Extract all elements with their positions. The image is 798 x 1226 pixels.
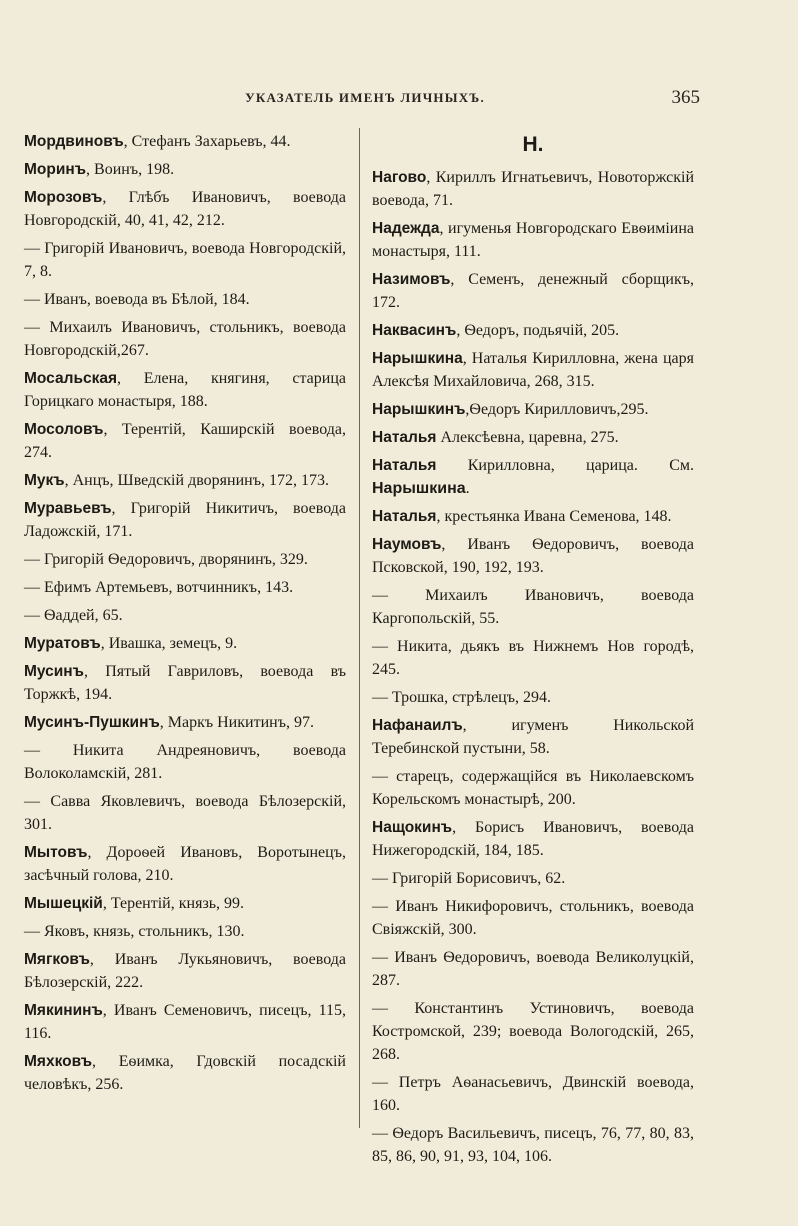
entry-text: — Константинъ Устиновичъ, воевода Костромской, 239; воевода Вологодскій, 265, 268. xyxy=(372,1000,694,1063)
entry-name: Назимовъ xyxy=(372,271,451,288)
entry-text: , Стефанъ Захарьевъ, 44. xyxy=(123,133,291,150)
entry-text: — старецъ, содержащійся въ Николаевскомъ Корельскомъ монастырѣ, 200. xyxy=(372,768,694,808)
entry-name: Нащокинъ xyxy=(372,819,453,836)
entry-name: Мосоловъ xyxy=(24,421,104,438)
index-subentry xyxy=(372,867,694,890)
index-entry xyxy=(372,166,694,212)
index-subentry xyxy=(24,790,346,836)
entry-text: — Савва Яковлевичъ, воевода Бѣлозерскій, 301. xyxy=(24,793,346,833)
index-entry xyxy=(372,217,694,263)
index-subentry xyxy=(372,635,694,681)
index-subentry xyxy=(372,997,694,1066)
entry-text: , Иванъ Ѳедоровичъ, воевода Псковской, 190, 192, 193. xyxy=(372,536,694,576)
column-divider xyxy=(359,128,360,1128)
entry-text: — Ефимъ Артемьевъ, вотчинникъ, 143. xyxy=(24,579,294,596)
entry-text: — Петръ Аѳанасьевичъ, Двинскій воевода, 160. xyxy=(372,1074,694,1114)
entry-name: Мышецкій xyxy=(24,895,103,912)
cross-reference-end: . xyxy=(465,480,470,497)
index-entry xyxy=(24,367,346,413)
entry-text: , Ивашка, земецъ, 9. xyxy=(100,635,238,652)
entry-text: , Иванъ Лукьяновичъ, воевода Бѣлозерскій, 222. xyxy=(24,951,346,991)
entry-text: — Григорій Ѳедоровичъ, дворянинъ, 329. xyxy=(24,551,308,568)
entry-text: , Кириллъ Игнатьевичъ, Новоторжскій воевода, 71. xyxy=(372,169,694,209)
entry-name: Мусинъ-Пушкинъ xyxy=(24,714,160,731)
entry-text: — Григорій Ивановичъ, воевода Новгородскій, 7, 8. xyxy=(24,240,346,280)
index-entry xyxy=(372,398,694,421)
entry-text: , Маркъ Никитинъ, 97. xyxy=(159,714,314,731)
index-subentry xyxy=(372,895,694,941)
index-entry xyxy=(24,632,346,655)
index-entry xyxy=(24,948,346,994)
entry-name: Нагово xyxy=(372,169,427,186)
entry-text: , Борисъ Ивановичъ, воевода Нижегородскій, 184, 185. xyxy=(372,819,694,859)
entry-name: Нарышкина xyxy=(372,350,463,367)
entry-text: , Терентій, князь, 99. xyxy=(102,895,245,912)
index-entry xyxy=(372,268,694,314)
entry-name: Наумовъ xyxy=(372,536,442,553)
entry-text: — Иванъ, воевода въ Бѣлой, 184. xyxy=(24,291,250,308)
index-entry xyxy=(24,892,346,915)
entry-text: — Иванъ Никифоровичъ, стольникъ, воевода Свіяжскій, 300. xyxy=(372,898,694,938)
entry-text: , Терентій, Каширскій воевода, 274. xyxy=(24,421,346,461)
entry-name: Наталья xyxy=(372,429,437,446)
entry-text: , Еѳимка, Гдовскій посадскій человѣкъ, 256. xyxy=(24,1053,346,1093)
entry-name: Мякининъ xyxy=(24,1002,103,1019)
index-entry xyxy=(24,497,346,543)
entry-name: Наквасинъ xyxy=(372,322,457,339)
entry-text: — Никита Андреяновичъ, воевода Волоколамскій, 281. xyxy=(24,742,346,782)
index-subentry xyxy=(24,288,346,311)
entry-name: Надежда xyxy=(372,220,440,237)
index-subentry xyxy=(372,765,694,811)
entry-name: Морозовъ xyxy=(24,189,103,206)
entry-text: , игуменья Новгородскаго Евѳиміина монастыря, 111. xyxy=(372,220,694,260)
index-subentry xyxy=(24,604,346,627)
index-entry xyxy=(372,426,694,449)
entry-name: Мосальская xyxy=(24,370,118,387)
index-entry xyxy=(372,454,694,500)
index-entry xyxy=(372,533,694,579)
right-column xyxy=(372,130,694,1173)
index-entry xyxy=(24,711,346,734)
index-entry xyxy=(24,469,346,492)
entry-text: , Дороѳей Ивановъ, Воротынецъ, засѣчный голова, 210. xyxy=(24,844,346,884)
entry-text: , игуменъ Никольской Теребинской пустыни, 58. xyxy=(372,717,694,757)
entry-text: — Михаилъ Ивановичъ, воевода Каргопольскій, 55. xyxy=(372,587,694,627)
entry-name: Наталья xyxy=(372,457,437,474)
running-header: УКАЗАТЕЛЬ ИМЕНЪ ЛИЧНЫХЪ. xyxy=(245,90,485,105)
cross-reference: Нарышкина xyxy=(372,480,466,497)
index-entry xyxy=(372,319,694,342)
index-subentry xyxy=(24,548,346,571)
entry-text: , Елена, княгиня, старица Горицкаго монастыря, 188. xyxy=(24,370,346,410)
index-subentry xyxy=(372,1071,694,1117)
entry-name: Муратовъ xyxy=(24,635,101,652)
entry-name: Мягковъ xyxy=(24,951,90,968)
index-subentry xyxy=(372,584,694,630)
entry-text: — Ѳедоръ Васильевичъ, писецъ, 76, 77, 80, 83, 85, 86, 90, 91, 93, 104, 106. xyxy=(372,1125,694,1165)
entry-text: — Михаилъ Ивановичъ, стольникъ, воевода Новгородскій,267. xyxy=(24,319,346,359)
entry-name: Нарышкинъ xyxy=(372,401,466,418)
entry-text: — Яковъ, князь, стольникъ, 130. xyxy=(24,923,245,940)
entry-text: , Пятый Гавриловъ, воевода въ Торжкѣ, 194. xyxy=(24,663,346,703)
entry-text: , Семенъ, денежный сборщикъ, 172. xyxy=(372,271,694,311)
index-entry xyxy=(24,130,346,153)
entry-text: , Воинъ, 198. xyxy=(86,161,175,178)
index-subentry xyxy=(24,739,346,785)
index-entry xyxy=(372,505,694,528)
entry-name: Мусинъ xyxy=(24,663,84,680)
index-entry xyxy=(24,418,346,464)
index-entry xyxy=(24,999,346,1045)
entry-text: , Иванъ Семеновичъ, писецъ, 115, 116. xyxy=(24,1002,346,1042)
entry-name: Муравьевъ xyxy=(24,500,112,517)
entry-text: , Наталья Кирилловна, жена царя Алексѣя Михайловича, 268, 315. xyxy=(372,350,694,390)
index-subentry xyxy=(24,920,346,943)
entry-name: Наталья xyxy=(372,508,437,525)
entry-name: Нафанаилъ xyxy=(372,717,463,734)
entry-text: , Григорій Никитичъ, воевода Ладожскій, 171. xyxy=(24,500,346,540)
entry-text: — Трошка, стрѣлецъ, 294. xyxy=(372,689,552,706)
entry-name: Моринъ xyxy=(24,161,87,178)
index-entry xyxy=(24,1050,346,1096)
entry-name: Мукъ xyxy=(24,472,65,489)
entry-text: — Иванъ Ѳедоровичъ, воевода Великолуцкій, 287. xyxy=(372,949,694,989)
index-subentry xyxy=(372,946,694,992)
entry-text: ,Ѳедоръ Кирилловичъ,295. xyxy=(465,401,649,418)
entry-text: — Григорій Борисовичъ, 62. xyxy=(372,870,566,887)
index-entry xyxy=(24,841,346,887)
entry-text: Кирилловна, царица. См. xyxy=(436,457,694,474)
section-letter: Н. xyxy=(522,133,544,156)
index-subentry xyxy=(24,237,346,283)
entry-text: , Анцъ, Шведскій дворянинъ, 172, 173. xyxy=(64,472,329,489)
index-entry xyxy=(372,347,694,393)
index-entry xyxy=(372,714,694,760)
entry-name: Мордвиновъ xyxy=(24,133,124,150)
entry-name: Мяхковъ xyxy=(24,1053,93,1070)
index-subentry xyxy=(24,316,346,362)
entry-name: Мытовъ xyxy=(24,844,88,861)
index-subentry xyxy=(24,576,346,599)
index-subentry xyxy=(372,686,694,709)
index-entry xyxy=(372,816,694,862)
entry-text: Алексѣевна, царевна, 275. xyxy=(436,429,619,446)
page-number: 365 xyxy=(671,87,700,108)
left-column xyxy=(24,130,346,1101)
entry-text: , Глѣбъ Ивановичъ, воевода Новгородскій, 40, 41, 42, 212. xyxy=(24,189,346,229)
index-entry xyxy=(24,660,346,706)
index-entry xyxy=(24,186,346,232)
entry-text: — Никита, дьякъ въ Нижнемъ Нов городѣ, 245. xyxy=(372,638,694,678)
entry-text: , Ѳедоръ, подьячій, 205. xyxy=(456,322,620,339)
index-entry xyxy=(24,158,346,181)
entry-text: , крестьянка Ивана Семенова, 148. xyxy=(436,508,672,525)
entry-text: — Ѳаддей, 65. xyxy=(24,607,123,624)
index-subentry xyxy=(372,1122,694,1168)
